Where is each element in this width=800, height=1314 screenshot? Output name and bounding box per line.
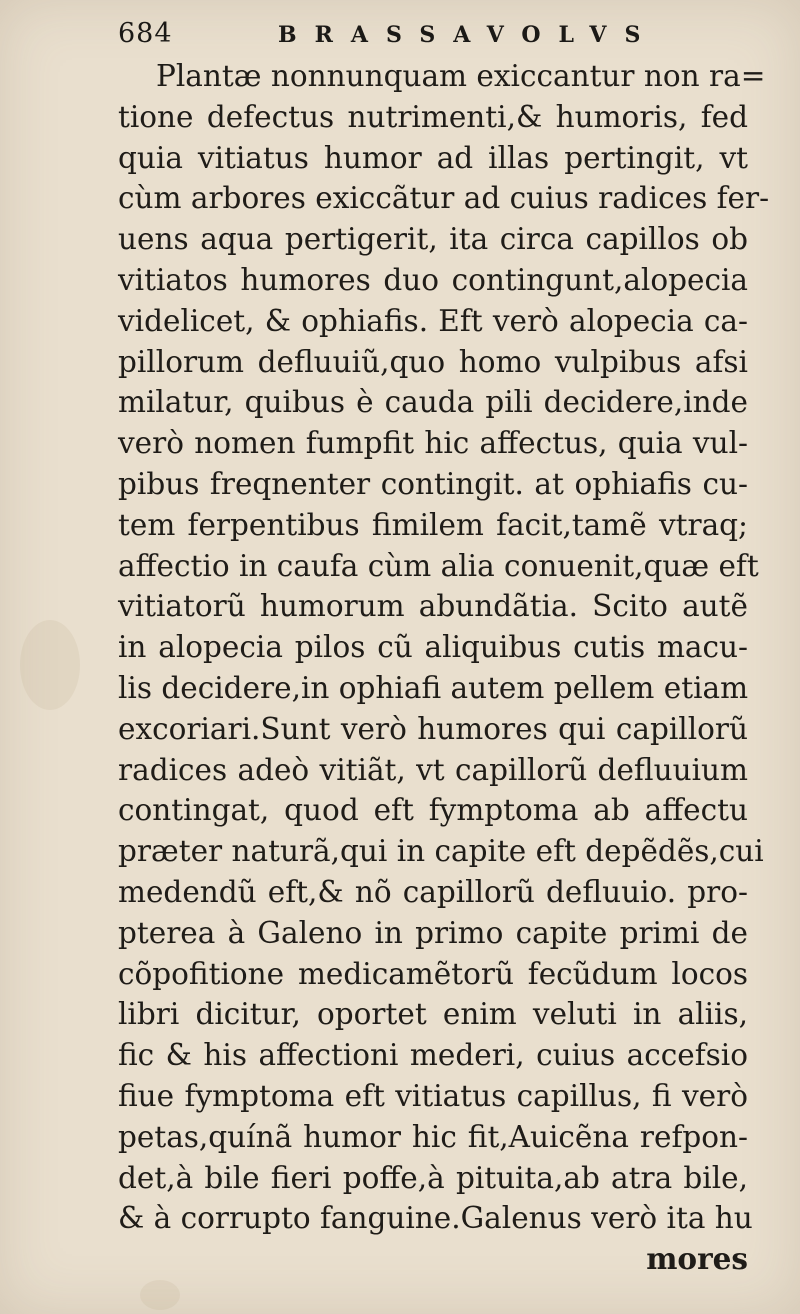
text-line: Plantæ nonnunquam exiccantur non ra=	[156, 59, 766, 93]
text-line: contingat, quod eft fymptoma ab affectu	[118, 793, 748, 828]
running-head: BRASSAVOLVS	[278, 22, 659, 48]
text-line: radices adeò vitiãt, vt capillorũ defluuium	[118, 752, 748, 787]
text-line: lis decidere,in ophiafi autem pellem etiam	[118, 670, 749, 705]
text-line: uens aqua pertigerit, ita circa capillos ob	[118, 222, 748, 257]
paper-stain	[140, 1280, 180, 1310]
text-line: cõpofitione medicamẽtorũ fecũdum locos	[118, 956, 748, 991]
body-text	[118, 56, 770, 1280]
text-line: petas,quínã humor hic fit,Auicẽna refpon-	[118, 1119, 748, 1154]
text-line: verò nomen fumpfit hic affectus, quia vul-	[118, 426, 748, 461]
text-line: vitiatorũ humorum abundãtia. Scito autẽ	[118, 589, 748, 624]
text-line: tione defectus nutrimenti,& humoris, fed	[118, 99, 748, 134]
text-line: det,à bile fieri poffe,à pituita,ab atra bile,	[118, 1160, 748, 1195]
text-line: fic & his affectioni mederi, cuius accefsio	[118, 1038, 748, 1073]
text-line: tem ferpentibus fimilem facit,tamẽ vtraq;	[118, 507, 748, 542]
text-line: milatur, quibus è cauda pili decidere,inde	[118, 385, 748, 420]
text-line: & à corrupto fanguine.Galenus verò ita hu	[118, 1201, 753, 1236]
text-line: fiue fymptoma eft vitiatus capillus, fi verò	[118, 1078, 748, 1113]
text-line: præter naturã,qui in capite eft depẽdẽs,cui	[118, 834, 764, 869]
text-line: excoriari.Sunt verò humores qui capillorũ	[118, 711, 748, 746]
text-line: affectio in caufa cùm alia conuenit,quæ eft	[118, 548, 759, 583]
text-line: pibus freqnenter contingit. at ophiafis cu-	[118, 466, 748, 501]
text-line: pillorum defluuiũ,quo homo vulpibus afsi	[118, 344, 748, 379]
text-line: vitiatos humores duo contingunt,alopecia	[118, 262, 748, 297]
text-line: pterea à Galeno in primo capite primi de	[118, 915, 748, 950]
paper-stain	[20, 620, 80, 710]
page-number: 684	[118, 18, 173, 49]
text-line: cùm arbores exiccãtur ad cuius radices fer-	[118, 181, 770, 216]
text-line: in alopecia pilos cũ aliquibus cutis macu-	[118, 630, 748, 665]
text-line: quia vitiatus humor ad illas pertingit, vt	[118, 140, 748, 175]
text-line: libri dicitur, oportet enim veluti in aliis,	[118, 997, 748, 1032]
catchword: mores	[646, 1241, 748, 1277]
text-line: videlicet, & ophiafis. Eft verò alopecia ca-	[118, 303, 748, 338]
text-line: medendũ eft,& nõ capillorũ defluuio. pro-	[118, 874, 748, 909]
page-header	[118, 14, 718, 54]
